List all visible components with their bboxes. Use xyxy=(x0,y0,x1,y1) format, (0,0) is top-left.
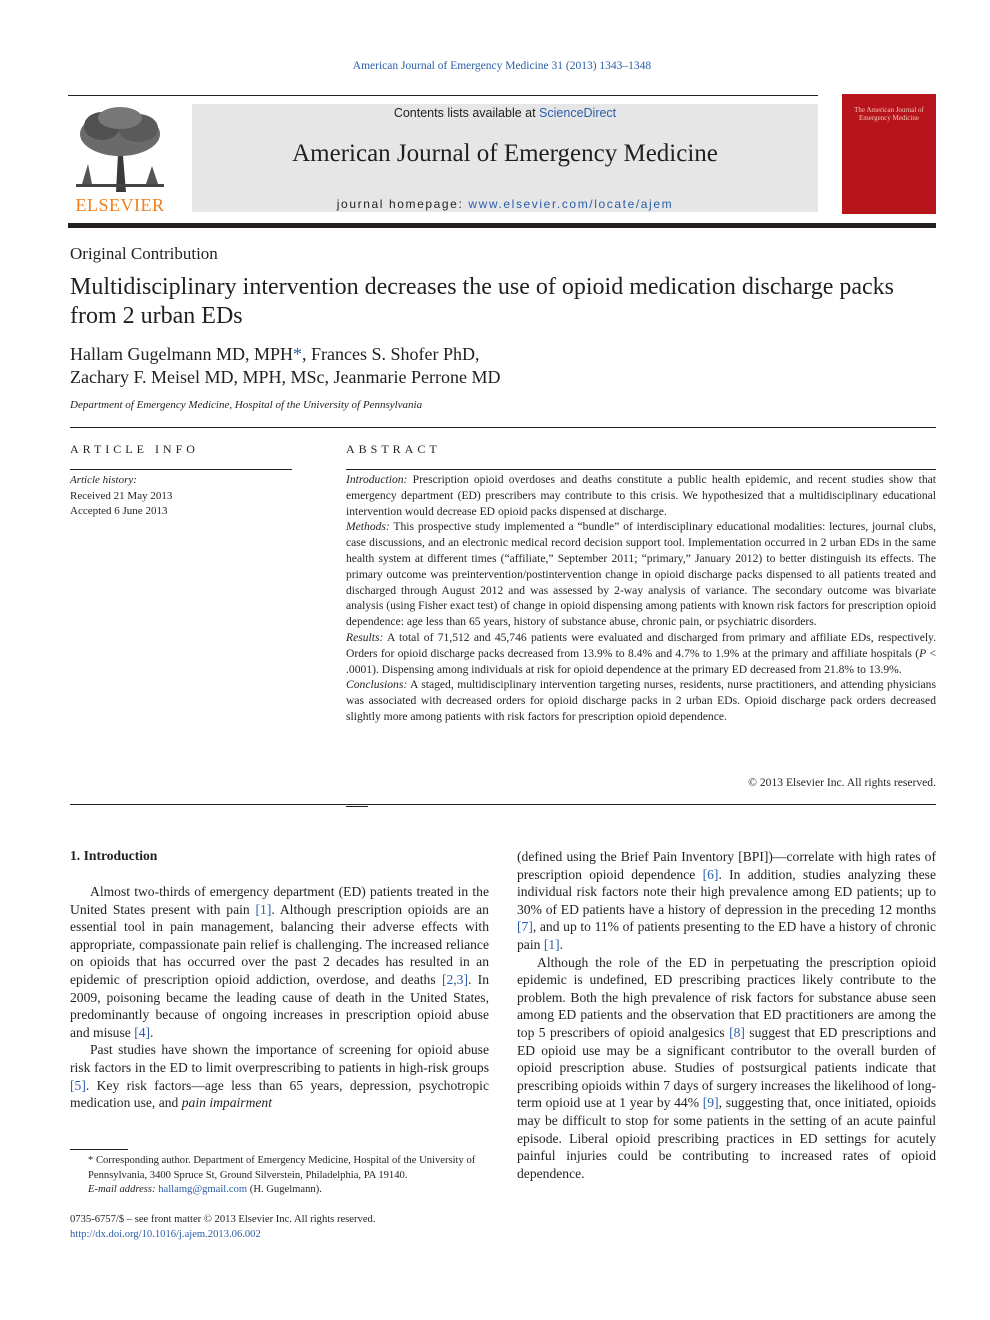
ref-9-link[interactable]: [9] xyxy=(702,1095,719,1111)
article-type: Original Contribution xyxy=(70,244,218,263)
cover-title: The American Journal of Emergency Medicine xyxy=(854,106,924,122)
contents-prefix: Contents lists available at xyxy=(393,106,540,120)
r1-text-a: (defined using the Brief Pain Inventory [BPI])—correlate with high rates of prescription opioid dependence xyxy=(517,849,936,882)
intro-paragraph-2 xyxy=(70,1041,489,1111)
article-history xyxy=(70,473,172,520)
page-footer xyxy=(70,1213,375,1242)
intro-label: Introduction: xyxy=(346,473,408,486)
p1-text-c: . In 2009, poisoning became the leading cause of death in the United States, predominantly because of ongoing increases in prescription opioid abuse and misuse xyxy=(70,971,489,1040)
ref-4-link[interactable]: [4] xyxy=(134,1024,151,1040)
results-p-symbol: P xyxy=(919,646,927,660)
accepted-date: Accepted 6 June 2013 xyxy=(70,505,168,517)
ref-1b-link[interactable]: [1] xyxy=(543,936,560,952)
abstract-conclusions xyxy=(346,677,936,724)
email-suffix: (H. Gugelmann). xyxy=(247,1184,322,1196)
r1-text-d: . xyxy=(559,936,564,952)
p2-text-b: . Key risk factors—age less than 65 years, depression, psychotropic medication use, and xyxy=(70,1077,489,1111)
ref-7-link[interactable]: [7] xyxy=(517,919,533,935)
journal-citation-link[interactable]: American Journal of Emergency Medicine 31 (2013) 1343–1348 xyxy=(352,60,652,72)
doi-link[interactable]: http://dx.doi.org/10.1016/j.ajem.2013.06.002 xyxy=(70,1228,261,1240)
history-label: Article history: xyxy=(70,474,137,486)
p1-text-d: . xyxy=(150,1024,154,1040)
journal-title: American Journal of Emergency Medicine xyxy=(292,140,718,167)
ref-2-3-link[interactable]: [2,3] xyxy=(441,971,468,987)
footnote-email-line xyxy=(70,1183,490,1198)
abstract-rule xyxy=(346,469,936,470)
results-text-a: A total of 71,512 and 45,746 patients were evaluated and discharged from primary and affiliate EDs, respectively. Orders for opioid discharge packs decreased from 13.9% to 8.4% and 4.7% to 1.9% at the primary and affiliate hospitals ( xyxy=(346,630,936,660)
introduction-heading: 1. Introduction xyxy=(70,848,158,863)
r2-text-b: suggest that ED prescriptions and ED opioid use may be a significant contributor to the overall burden of opioid prescription abuse. Studies of postsurgical patients indicate that prescribing opioids within 7 days of surgery increases the likelihood of long-term opioid use at 1 year by 44% xyxy=(517,1024,936,1111)
footnote-rule xyxy=(70,1149,128,1150)
received-date: Received 21 May 2013 xyxy=(70,489,173,502)
footnote-body: Corresponding author. Department of Emergency Medicine, Hospital of the University of Pennsylvania, 3400 Spruce St, Ground Silverstein, Philadelphia, PA 19140. xyxy=(88,1155,476,1181)
r1-text-b: . In addition, studies analyzing these individual risk factors note their high prevalence among ED patients; up to 30% of ED patients have a history of depression in the preceding 12 months xyxy=(517,866,936,917)
ref-1-link[interactable]: [1] xyxy=(255,901,272,917)
intro-text: Prescription opioid overdoses and deaths constitute a public health epidemic, and recent studies show that emergency department (ED) prescribers may contribute to this crisis. We hypothesized that a multidisciplinary educational intervention would decrease ED opioid packs dispensed at discharge. xyxy=(346,473,936,518)
ref-5-link[interactable]: [5] xyxy=(70,1077,86,1093)
r1-text-c: , and up to 11% of patients presenting to the ED have a history of chronic pain xyxy=(517,919,936,952)
corresponding-author-footnote xyxy=(70,1154,490,1198)
p1-text-a: Almost two-thirds of emergency department (ED) patients treated in the United States present with pain xyxy=(70,884,489,917)
email-label: E-mail address: xyxy=(88,1184,156,1196)
article-info-rule xyxy=(70,469,292,470)
methods-text: This prospective study implemented a “bundle” of interdisciplinary educational modalities: lectures, journal clubs, case discussions, and an electronic medical record decision support tool. Implementation occurred in 2 urban EDs in the same health system at different times (“affiliate,” September 2011; “primary,” January 2012) to better distinguish its effects. The primary outcome was preintervention/postintervention change in opioid discharge packs dispensed to all patients treated and discharged through August 2012 and was assessed by 2-way analysis of variance. The secondary outcome was bivariate analysis (using Fisher exact test) of change in opioid dispensing among patients with known risk factors for prescription opioid dependence: age less than 65 years, history of substance abuse, chronic pain, or psychiatric disorders. xyxy=(346,520,936,629)
abstract-heading: ABSTRACT xyxy=(346,442,441,456)
sciencedirect-link[interactable]: ScienceDirect xyxy=(539,106,617,120)
affiliation: Department of Emergency Medicine, Hospital of the University of Pennsylvania xyxy=(70,399,423,411)
intro-paragraph-2-continued xyxy=(517,848,936,954)
authors-line1-a: Hallam Gugelmann MD, MPH xyxy=(70,344,293,364)
results-label: Results: xyxy=(346,630,384,644)
authors-line1-b: , Frances S. Shofer PhD, xyxy=(301,344,480,364)
conclusions-label: Conclusions: xyxy=(346,678,408,692)
conclusions-text: A staged, multidisciplinary intervention targeting nurses, residents, nurse practitioners, and attending physicians was associated with decreased orders for opioid discharge packs in 2 urban EDs. Opioid discharge pack orders decreased slightly more among patients with risk factors for prescription opioid dependence. xyxy=(346,678,936,723)
masthead-rule xyxy=(68,223,936,228)
footnote-mark: * xyxy=(88,1155,94,1166)
p1-text-b: . Although prescription opioids are an essential tool in pain management, balancing their adverse effects with appropriate, compassionate pain relief is challenging. The increased reliance on opioids that has occurred over the past 2 decades has resulted in an epidemic of prescription opioid addiction, overdose, and deaths xyxy=(70,901,489,987)
p2-text-a: Past studies have shown the importance of screening for opioid abuse risk factors in the ED to limit overprescribing to patients in high-risk groups xyxy=(70,1042,489,1075)
intro-paragraph-3 xyxy=(517,954,936,1183)
header-top-rule xyxy=(68,95,818,96)
issn-line: 0735-6757/$ – see front matter © 2013 Elsevier Inc. All rights reserved. xyxy=(70,1214,376,1225)
body-right-column xyxy=(517,848,936,1182)
ref-8-link[interactable]: [8] xyxy=(729,1024,745,1040)
contents-available-line xyxy=(192,106,818,120)
homepage-prefix: journal homepage: xyxy=(336,197,469,211)
ref-6-link[interactable]: [6] xyxy=(702,866,719,882)
methods-label: Methods: xyxy=(346,520,390,534)
corresponding-author-mark[interactable]: * xyxy=(292,344,302,364)
abstract-introduction xyxy=(346,472,936,519)
author-list xyxy=(70,343,930,389)
p2-italic-term: pain impairment xyxy=(181,1095,272,1111)
r2-text-c: , suggesting that, once initiated, opioids may be difficult to stop for some patients in the setting of an acute painful episode. Liberal opioid prescribing practices in ED settings for acutely painful injuries could be contributing to increased rates of opioid dependence. xyxy=(517,1095,936,1181)
article-title: Multidisciplinary intervention decreases the use of opioid medication discharge packs from 2 urban EDs xyxy=(70,274,894,329)
abstract-results xyxy=(346,630,936,677)
article-info-heading: ARTICLE INFO xyxy=(70,442,199,456)
abstract-bottom-rule xyxy=(70,804,936,805)
intro-paragraph-1 xyxy=(70,883,489,1041)
abstract-bottom-tick xyxy=(346,806,368,807)
r2-text-a: Although the role of the ED in perpetuating the prescription opioid epidemic is undefined, ED prescribing practices likely contribute to the problem. Both the high prevalence of risk factors for substance abuse seen among ED patients and the observation that ED practitioners are among the top 5 prescribers of opioid analgesics xyxy=(517,954,936,1040)
body-left-column xyxy=(70,883,489,1112)
journal-homepage-line xyxy=(192,197,818,211)
front-matter-rule xyxy=(70,427,936,428)
abstract-methods xyxy=(346,519,936,630)
journal-homepage-link[interactable]: www.elsevier.com/locate/ajem xyxy=(468,197,674,211)
abstract-copyright: © 2013 Elsevier Inc. All rights reserved. xyxy=(748,776,936,789)
authors-line2: Zachary F. Meisel MD, MPH, MSc, Jeanmarie Perrone MD xyxy=(70,367,501,387)
elsevier-wordmark: ELSEVIER xyxy=(75,195,165,215)
abstract-body xyxy=(346,472,936,725)
footnote-text xyxy=(70,1154,490,1183)
results-text-b: < .0001). Dispensing among individuals at risk for opioid dependence at the primary ED decreased from 21.8% to 13.9%. xyxy=(346,646,937,676)
email-link[interactable]: hallamg@gmail.com xyxy=(158,1184,248,1196)
